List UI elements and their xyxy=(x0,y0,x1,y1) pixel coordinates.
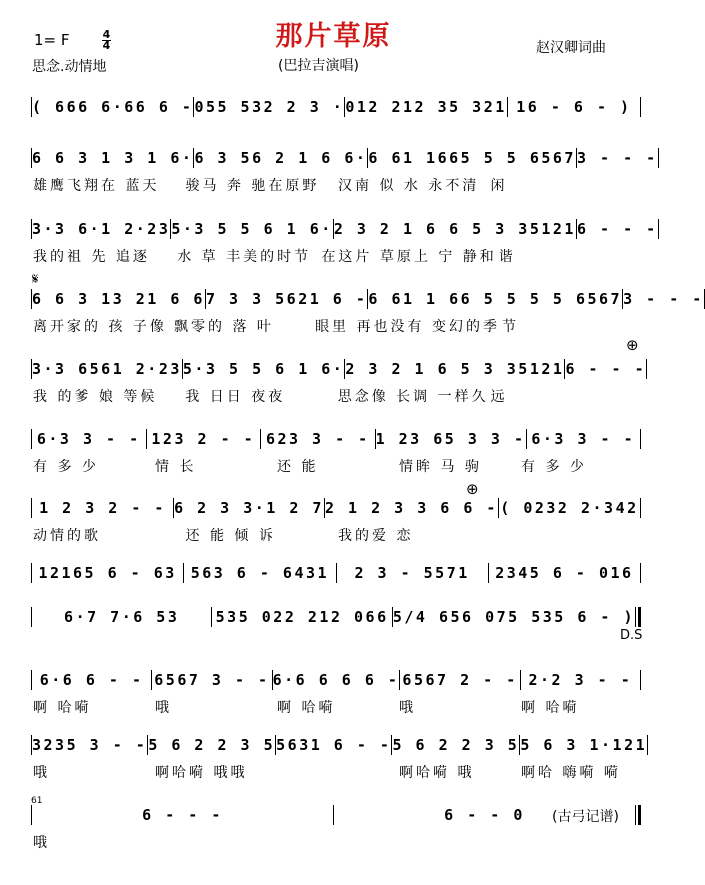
measure: 6·6 6 6 6 - xyxy=(272,671,400,689)
measure: 6567 3 - - xyxy=(154,671,270,689)
measure: 5/4 656 075 535 6 - ) xyxy=(392,608,635,626)
lyric: 我 的爹 娘 等候 xyxy=(33,389,158,405)
measure: 3·3 6561 2·23 xyxy=(32,360,182,378)
measure: 6 - - - xyxy=(142,806,223,824)
barline xyxy=(647,735,648,755)
lyrics-row xyxy=(31,832,641,852)
measure: 6 61 1 66 5 5 5 5 6567 xyxy=(368,290,623,308)
lyric xyxy=(336,832,641,852)
measure: 6 61 1665 5 5 6567 xyxy=(368,149,576,167)
composer-credit: 赵汉卿词曲 xyxy=(536,40,606,56)
notation-row xyxy=(31,804,641,826)
measure: 6 - - - xyxy=(576,220,658,238)
lyric: 还 能 倾 诉 xyxy=(185,528,276,544)
measure: 3 - - - xyxy=(576,149,658,167)
lyric: 有 多 少 xyxy=(521,459,587,475)
notation-row xyxy=(31,497,641,519)
measure: 6 2 3 3·1 2 7 xyxy=(174,499,324,517)
lyric: 啊哈嗬 哦 xyxy=(399,765,475,781)
notation-row xyxy=(31,606,641,628)
measure: 1 23 65 3 3 - xyxy=(375,430,526,448)
notation-row xyxy=(31,358,647,380)
lyric xyxy=(489,525,642,545)
measure: 7 3 3 5621 6 - xyxy=(205,290,368,308)
song-title: 那片草原 xyxy=(275,21,392,52)
lyric: 闲 xyxy=(490,178,508,194)
lyrics-row xyxy=(31,697,641,717)
lyric: 我的爱 恋 xyxy=(338,528,414,544)
lyric: 啊 哈嗬 xyxy=(521,700,580,716)
notation-row xyxy=(31,218,658,240)
measure: 3235 3 - - xyxy=(32,736,148,754)
notation-row xyxy=(31,288,704,310)
measure: ( 0232 2·342 xyxy=(500,499,639,517)
notation-row xyxy=(31,734,648,756)
measure: 6·7 7·6 53 xyxy=(64,608,180,626)
measure: 5 6 2 2 3 5 xyxy=(148,736,276,754)
measure: 2 1 2 3 3 6 6 - xyxy=(324,499,498,517)
time-signature-top: 4 xyxy=(102,28,111,41)
lyric: 情 长 xyxy=(155,459,197,475)
lyric: 啊哈 嗨嗬 嗬 xyxy=(521,765,621,781)
lyric: 我的祖 先 追逐 xyxy=(33,249,150,265)
barline xyxy=(646,359,647,379)
measure: 6 6 3 1 3 1 6· xyxy=(32,149,194,167)
lyric: 远 xyxy=(490,389,508,405)
notation-row xyxy=(31,428,641,450)
barline xyxy=(640,498,641,518)
measure: 123 2 - - xyxy=(151,430,256,448)
measure: 6 - - - xyxy=(565,360,647,378)
lyric: 我 日日 夜夜 xyxy=(185,389,286,405)
lyric: 啊 哈嗬 xyxy=(33,700,92,716)
lyric: 哦 xyxy=(399,700,416,716)
measure: 3 - - - xyxy=(623,290,704,308)
lyrics-row xyxy=(31,246,641,266)
lyrics-row xyxy=(31,762,641,782)
tempo-marking: 思念.动情地 xyxy=(32,59,107,75)
measure: 5631 6 - - xyxy=(276,736,392,754)
measure: 623 3 - - xyxy=(265,430,370,448)
segno-icon: 𝄋 xyxy=(32,270,39,288)
grace-note: 61 xyxy=(31,796,43,806)
measure: 3·3 6·1 2·23 xyxy=(32,220,171,238)
transcriber-note: (古弓记谱) xyxy=(552,809,619,825)
measure: 1 2 3 2 - - xyxy=(39,499,166,517)
lyric: 汉南 似 水 永不清 xyxy=(338,178,480,194)
notation-row xyxy=(31,669,641,691)
measure: 2345 6 - 016 xyxy=(495,564,634,582)
measure: 2 3 2 1 6 5 3 35121 xyxy=(345,360,565,378)
lyric: 水 草 丰美的时节 xyxy=(177,249,312,265)
lyric: 骏马 奔 驰在原野 xyxy=(185,178,320,194)
barline xyxy=(640,429,641,449)
measure: 535 022 212 066 xyxy=(215,608,389,626)
measure: 6·3 3 - - xyxy=(531,430,636,448)
lyric: 在这片 草原上 宁 静和 xyxy=(321,249,497,265)
measure: 6567 2 - - xyxy=(402,671,518,689)
measure: 5·3 5 5 6 1 6· xyxy=(171,220,333,238)
lyric: 有 多 少 xyxy=(33,459,99,475)
measure: 2·2 3 - - xyxy=(528,671,633,689)
lyric: 眼里 再也没有 变幻的季 xyxy=(315,319,500,335)
lyrics-row xyxy=(31,316,641,336)
notation-row xyxy=(31,562,641,584)
lyrics-row xyxy=(31,456,641,476)
lyric: 离开家的 孩 子像 xyxy=(33,319,167,335)
measure: 6·3 3 - - xyxy=(36,430,141,448)
key-signature: 1= F xyxy=(34,31,70,49)
measure: 055 532 2 3 · xyxy=(194,98,345,116)
lyric: 哦 xyxy=(33,835,50,851)
lyric xyxy=(275,762,397,782)
lyrics-row xyxy=(31,175,641,195)
lyric: 思念像 长调 一样久 xyxy=(337,389,489,405)
notation-row xyxy=(31,96,641,118)
barline xyxy=(640,670,641,690)
lyrics-row xyxy=(31,525,641,545)
lyric: 啊 哈嗬 xyxy=(277,700,336,716)
lyric: 还 能 xyxy=(277,459,319,475)
lyric: 动情的歌 xyxy=(33,528,101,544)
performer-note: (巴拉吉演唱) xyxy=(278,58,359,74)
barline xyxy=(658,148,659,168)
lyric: 飘零的 落 叶 xyxy=(174,319,274,335)
lyric: 啊哈嗬 哦哦 xyxy=(155,765,248,781)
measure: 16 - 6 - ) xyxy=(516,98,632,116)
barline xyxy=(658,219,659,239)
lyric: 雄鹰飞翔在 蓝天 xyxy=(33,178,160,194)
lyric: 谐 xyxy=(498,249,516,265)
lyric: 情眸 马 驹 xyxy=(399,459,482,475)
measure: 12165 6 - 63 xyxy=(38,564,177,582)
measure: ( 666 6·66 6 - xyxy=(32,98,194,116)
measure: 2 3 - 5571 xyxy=(354,564,470,582)
measure: 6 3 56 2 1 6 6· xyxy=(194,149,368,167)
ds-marking: D.S xyxy=(620,628,643,643)
measure: 5·3 5 5 6 1 6· xyxy=(182,360,345,378)
coda-icon: ⊕ xyxy=(466,480,479,498)
measure: 6 - - 0 xyxy=(444,806,525,824)
lyric: 节 xyxy=(501,319,519,335)
measure: 6·6 6 - - xyxy=(39,671,144,689)
measure: 2 3 2 1 6 6 5 3 35121 xyxy=(333,220,576,238)
lyric: 哦 xyxy=(155,700,172,716)
time-signature-bottom: 4 xyxy=(102,39,111,52)
time-signature xyxy=(102,30,111,51)
measure: 012 212 35 321 xyxy=(345,98,507,116)
measure: 5 6 3 1·121 xyxy=(520,736,648,754)
lyrics-row xyxy=(31,386,641,406)
barline xyxy=(640,563,641,583)
final-barline xyxy=(635,805,641,825)
measure: 563 6 - 6431 xyxy=(190,564,330,582)
measure: 6 6 3 13 21 6 6 xyxy=(32,290,205,308)
barline xyxy=(640,97,641,117)
measure: 5 6 2 2 3 5 xyxy=(392,736,520,754)
lyric: 哦 xyxy=(33,765,50,781)
coda-icon: ⊕ xyxy=(626,336,639,354)
notation-row xyxy=(31,147,658,169)
final-barline xyxy=(635,607,641,627)
